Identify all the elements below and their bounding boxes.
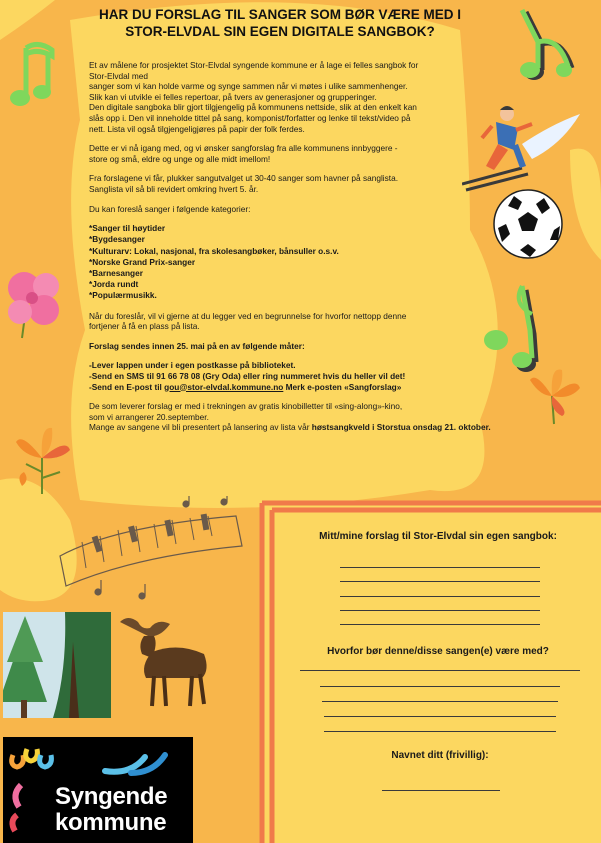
answer-line[interactable] xyxy=(340,610,540,611)
invite-line: Dette er vi nå igang med, og vi ønsker sangforslag fra alle kommunens innbyggere - xyxy=(89,143,398,154)
closing-line: De som leverer forslag er med i trekningen av gratis kinobilletter til «sing-along»-kino, xyxy=(89,401,403,412)
logo-line-1: Syngende xyxy=(55,783,168,810)
method-item-suffix: Merk e-posten «Sangforslag» xyxy=(283,381,402,392)
form-question-reason: Hvorfor bør denne/disse sangen(e) være med? xyxy=(327,646,549,657)
moose-illustration xyxy=(118,614,214,708)
intro-line: sanger som vi kan holde varme og synge sammen når vi møtes i ulike sammenhenger. xyxy=(89,81,408,92)
heading-line-2: STOR-ELVDAL SIN EGEN DIGITALE SANGBOK? xyxy=(125,24,435,39)
justification-paragraph xyxy=(89,311,429,332)
selection-line: Fra forslagene vi får, plukker sangutvalget ut 30-40 sanger som havner på sanglista. xyxy=(89,173,399,184)
answer-line[interactable] xyxy=(340,567,540,568)
logo-line-2: kommune xyxy=(55,809,167,836)
deadline-text: Forslag sendes innen 25. mai på en av følgende måter: xyxy=(89,340,305,351)
body-text xyxy=(89,60,491,442)
forest-illustration xyxy=(3,612,111,718)
justification-line: fortjener å få en plass på lista. xyxy=(89,321,200,332)
category-item: *Bygdesanger xyxy=(89,234,145,245)
category-item: *Norske Grand Prix-sanger xyxy=(89,256,196,267)
syngende-kommune-logo xyxy=(3,737,193,843)
answer-line[interactable] xyxy=(324,731,556,732)
pink-flower-icon xyxy=(2,268,68,340)
category-item: *Populærmusikk. xyxy=(89,290,157,301)
name-answer-line[interactable] xyxy=(382,790,500,791)
form-question-name: Navnet ditt (frivillig): xyxy=(391,750,489,761)
skier-icon xyxy=(462,104,582,192)
selection-paragraph xyxy=(89,173,429,194)
categories-intro: Du kan foreslå sanger i følgende kategorier: xyxy=(89,203,251,214)
category-list xyxy=(89,223,429,301)
closing-paragraph xyxy=(89,401,529,433)
answer-line[interactable] xyxy=(322,701,558,702)
selection-line: Sanglista vil så bli revidert omkring hvert 5. år. xyxy=(89,183,259,194)
page-heading xyxy=(40,6,520,40)
closing-line: som vi arrangerer 20.september. xyxy=(89,411,209,422)
methods-list xyxy=(89,360,429,392)
orange-flower-icon xyxy=(526,366,582,426)
intro-paragraph xyxy=(89,60,429,134)
invite-paragraph xyxy=(89,143,429,164)
logo-mark-icon xyxy=(7,745,55,835)
method-item: -Send en E-post til xyxy=(89,381,165,392)
form-question-songs: Mitt/mine forslag til Stor-Elvdal sin egen sangbok: xyxy=(319,531,557,542)
closing-highlight: høstsangkveld i Storstua onsdag 21. oktober. xyxy=(311,422,491,433)
answer-line[interactable] xyxy=(300,670,580,671)
music-note-icon xyxy=(512,8,582,86)
piano-keys-illustration xyxy=(56,496,246,600)
intro-line: slås opp i. Den vil inneholde tittel på sang, komponist/forfatter og lenke til tekst/video på xyxy=(89,112,411,123)
email-link[interactable]: gou@stor-elvdal.kommune.no xyxy=(164,381,284,392)
heading-line-1: HAR DU FORSLAG TIL SANGER SOM BØR VÆRE MED I xyxy=(98,7,461,22)
category-item: *Sanger til høytider xyxy=(89,223,166,234)
category-item: *Barnesanger xyxy=(89,267,143,278)
music-note-icon xyxy=(8,40,60,112)
answer-line[interactable] xyxy=(340,581,540,582)
category-item: *Jorda rundt xyxy=(89,279,139,290)
category-item: *Kulturarv: Lokal, nasjonal, fra skolesangbøker, bånsuller o.s.v. xyxy=(89,245,339,256)
closing-line: Mange av sangene vil bli presentert på lansering av lista vår xyxy=(89,422,312,433)
answer-line[interactable] xyxy=(340,624,540,625)
invite-line: store og små, eldre og unge og alle midt imellom! xyxy=(89,153,271,164)
intro-line: nett. Lista vil også tilgjengeligjøres på papir der folk ferdes. xyxy=(89,123,305,134)
intro-line: Et av målene for prosjektet Stor-Elvdal syngende kommune er å lage ei felles sangbok for Stor-Elvdal med xyxy=(89,60,419,81)
method-item: -Lever lappen under i egen postkasse på biblioteket. xyxy=(89,360,296,371)
method-item: -Send en SMS til 91 66 78 08 (Gry Oda) eller ring nummeret hvis du heller vil det! xyxy=(89,370,406,381)
intro-line: Slik kan vi utvikle ei felles repertoar, på tvers av generasjoner og grupperinger. xyxy=(89,91,377,102)
music-note-icon xyxy=(482,284,554,374)
answer-line[interactable] xyxy=(324,716,556,717)
intro-line: Den digitale sangboka blir gjort tilgjengelig på kommunens nettside, slik at den enkelt kan xyxy=(89,102,417,113)
justification-line: Når du foreslår, vil vi gjerne at du legger ved en begrunnelse for hvorfor nettopp denne xyxy=(89,310,407,321)
answer-line[interactable] xyxy=(340,596,540,597)
orange-flower-icon xyxy=(12,422,72,496)
logo-swoosh-icon xyxy=(101,747,171,777)
soccer-ball-icon xyxy=(492,188,564,260)
answer-line[interactable] xyxy=(320,686,560,687)
